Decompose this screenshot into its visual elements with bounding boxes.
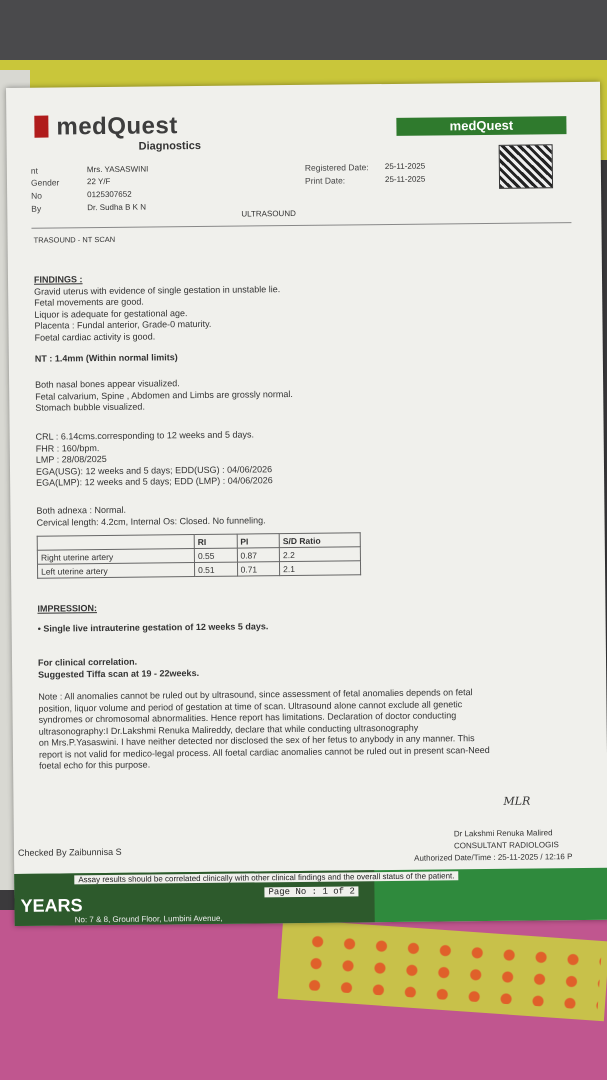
biometry-line: CRL : 6.14cms.corresponding to 12 weeks and 5 days. [35, 429, 254, 442]
bullet-icon: • [37, 623, 44, 634]
biometry-line: FHR : 160/bpm. [35, 442, 100, 454]
adnexa-section [36, 503, 265, 528]
note-line: on Mrs.P.Yasaswini. I have neither detected nor disclosed the sex of her fetus to anybody in any manner. This [38, 733, 475, 748]
table-cell: 0.51 [194, 562, 237, 576]
study-title: TRASOUND - NT SCAN [33, 234, 116, 245]
patient-name: Mrs. YASASWINI [86, 164, 149, 175]
nt-measurement: NT : 1.4mm (Within normal limits) [34, 352, 178, 364]
table-cell: 2.1 [280, 561, 361, 576]
findings-line: Foetal cardiac activity is good. [34, 330, 156, 343]
adnexa-line: Both adnexa : Normal. [36, 504, 127, 516]
anatomy-line: Stomach bubble visualized. [35, 401, 145, 413]
table-cell: 2.2 [279, 547, 360, 562]
table-cell: Left uterine artery [37, 563, 194, 579]
doctor-title: CONSULTANT RADIOLOGIS [453, 840, 559, 851]
registered-date-label: Registered Date: [304, 162, 369, 173]
note-line: foetal echo for this purpose. [39, 759, 151, 771]
brand-logo: medQuest [34, 112, 178, 141]
note-line: ultrasonography:I Dr.Lakshmi Renuka Malireddy, declare that while conducting ultrasonography [38, 722, 419, 737]
findings-line: Liquor is adequate for gestational age. [34, 307, 188, 320]
disclaimer: Assay results should be correlated clinically with other clinical findings and the overall status of the patient. [74, 871, 458, 884]
table-cell: 0.55 [194, 548, 237, 562]
findings-line: Fetal movements are good. [34, 296, 144, 308]
biometry-section [36, 429, 273, 489]
findings-heading: FINDINGS : [33, 274, 83, 285]
table-header: PI [237, 534, 280, 548]
biometry-line: EGA(LMP): 12 weeks and 5 days; EDD (LMP) : 04/06/2026 [36, 475, 273, 488]
registered-date: 25-11-2025 [384, 161, 426, 172]
doctor-name: Dr Lakshmi Renuka Malired [453, 828, 553, 839]
footer-address: No: 7 & 8, Ground Floor, Lumbini Avenue, [74, 913, 223, 925]
table-cell: 0.71 [237, 562, 280, 576]
signature: MLR [503, 794, 531, 808]
authorized-date: Authorized Date/Time : 25-11-2025 / 12:16 P [414, 852, 573, 863]
gender-label: Gender [30, 177, 60, 188]
department: ULTRASOUND [241, 208, 296, 219]
patient-label: nt [30, 165, 39, 176]
page-number: Page No : 1 of 2 [264, 886, 359, 897]
print-date: 25-11-2025 [384, 174, 426, 185]
findings-line: Gravid uterus with evidence of single gestation in unstable lie. [34, 283, 281, 297]
biometry-line: LMP : 28/08/2025 [35, 453, 107, 465]
findings-section [34, 272, 281, 344]
doppler-table [37, 532, 361, 578]
table-cell: Right uterine artery [37, 549, 194, 565]
findings-line: Placenta : Fundal anterior, Grade-0 maturity. [34, 318, 212, 331]
print-date-label: Print Date: [304, 175, 346, 186]
brand-mark-icon [34, 116, 48, 138]
impression-heading: IMPRESSION: [37, 603, 98, 614]
note-section [38, 686, 599, 772]
patient-number: 0125307652 [87, 189, 132, 200]
impression-text: • Single live intrauterine gestation of 12 weeks 5 days. [37, 621, 269, 634]
anatomy-line: Fetal calvarium, Spine , Abdomen and Limbs are grossly normal. [35, 388, 293, 402]
brand-subtitle: Diagnostics [138, 139, 202, 153]
brand-logo-right: medQuest [396, 116, 566, 136]
table-header: RI [194, 534, 237, 548]
qr-code-icon [499, 144, 553, 189]
report-page [6, 82, 607, 926]
clinical-correlation: For clinical correlation. [37, 656, 138, 668]
anatomy-section [35, 377, 293, 414]
table-cell: 0.87 [237, 548, 280, 562]
header-divider [31, 222, 571, 229]
note-line: Note : All anomalies cannot be ruled out by ultrasound, since assessment of fetal anomalies depends on fetal [38, 687, 473, 702]
checked-by: Checked By Zaibunnisa S [17, 846, 122, 858]
table-row [37, 561, 360, 578]
adnexa-line: Cervical length: 4.2cm, Internal Os: Closed. No funneling. [36, 514, 266, 528]
suggestion: Suggested Tiffa scan at 19 - 22weeks. [38, 668, 200, 680]
table-header: S/D Ratio [279, 533, 360, 548]
biometry-line: EGA(USG): 12 weeks and 5 days; EDD(USG) : 04/06/2026 [35, 463, 273, 477]
note-line: report is not valid for medico-legal process. All foetal cardiac anomalies cannot be ruled out in present scan-Need [38, 744, 490, 760]
years-badge: YEARS [20, 895, 83, 916]
note-line: syndromes or chromosomal abnormalities. Hence report has limitations. Declaration of doctor conducting [38, 710, 457, 725]
referred-by-label: By [31, 203, 42, 214]
referring-doctor: Dr. Sudha B K N [87, 202, 147, 213]
anatomy-line: Both nasal bones appear visualized. [35, 378, 180, 390]
number-label: No [31, 190, 43, 201]
patient-age-gender: 22 Y/F [86, 176, 111, 187]
note-line: position, liquor volume and period of gestation at time of scan. Ultrasound alone cannot exclude all genetic [38, 698, 463, 714]
